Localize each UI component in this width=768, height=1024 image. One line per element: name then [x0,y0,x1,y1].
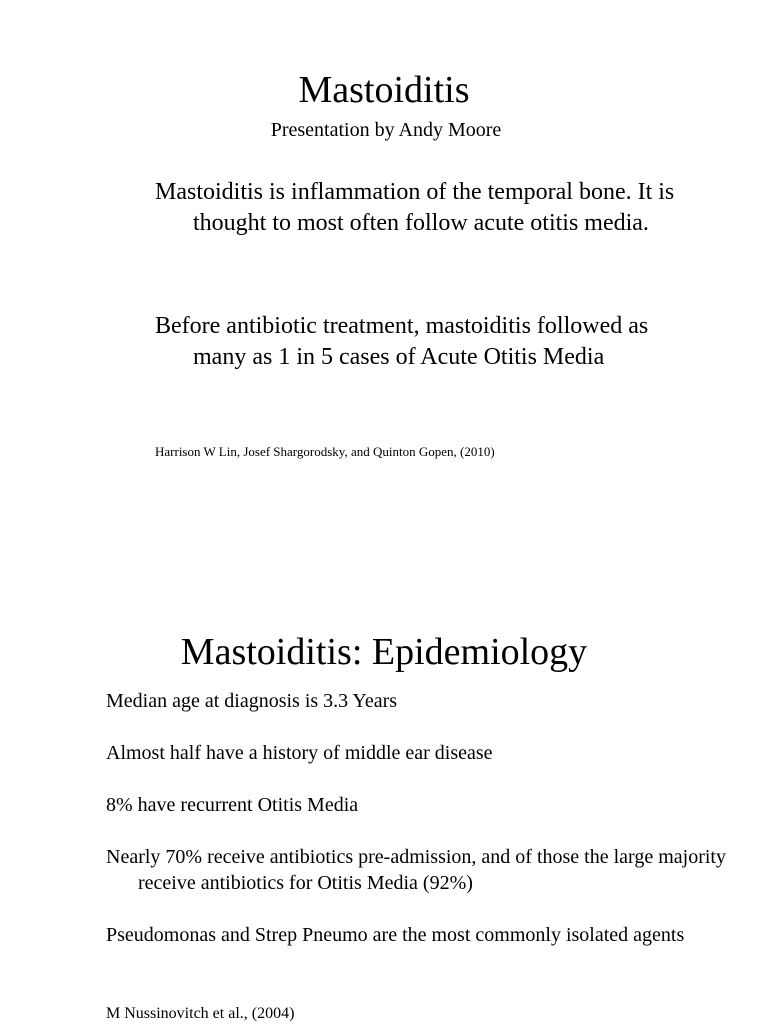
epidemiology-list [106,688,746,974]
list-item: Median age at diagnosis is 3.3 Years [106,690,398,712]
citation: M Nussinovitch et al., (2004) [106,1005,295,1022]
list-item: Nearly 70% receive antibiotics pre-admission, and of those the large majority receive antibiotics for Otitis Media (92%) [106,846,726,894]
history-paragraph: Before antibiotic treatment, mastoiditis followed as many as 1 in 5 cases of Acute Otitis Media [155,313,649,370]
list-item: Almost half have a history of middle ear disease [106,742,493,764]
list-item: 8% have recurrent Otitis Media [106,794,359,816]
definition-paragraph: Mastoiditis is inflammation of the temporal bone. It is thought to most often follow acute otitis media. [155,179,675,236]
list-item: Pseudomonas and Strep Pneumo are the most commonly isolated agents [106,924,685,946]
citation: Harrison W Lin, Josef Shargorodsky, and Quinton Gopen, (2010) [155,444,495,459]
slide-title: Mastoiditis: Epidemiology [180,631,588,673]
slide-title: Mastoiditis [298,69,470,111]
slide-subtitle: Presentation by Andy Moore [270,119,502,141]
slide-epidemiology [0,512,768,1024]
